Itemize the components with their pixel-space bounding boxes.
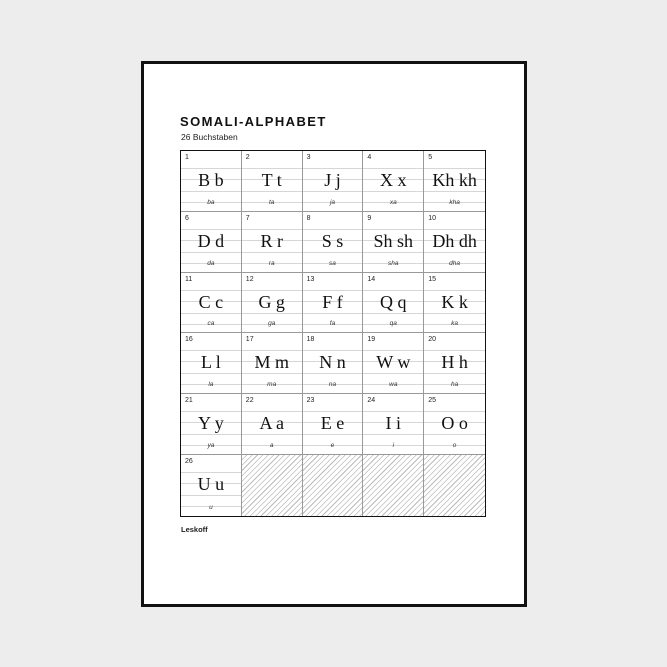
- letter-pronunciation: ba: [207, 198, 215, 206]
- letter-glyph: A a: [259, 413, 284, 434]
- letter-number: 10: [428, 214, 436, 222]
- letter-pronunciation: ja: [329, 198, 336, 206]
- letter-cell: [363, 212, 424, 273]
- letter-number: 3: [306, 154, 311, 161]
- letter-glyph: Y y: [197, 413, 224, 434]
- letter-pronunciation: ga: [268, 320, 276, 328]
- letter-glyph: X x: [380, 170, 407, 190]
- letter-cell: [424, 273, 485, 334]
- letter-cell: [181, 273, 242, 334]
- letter-number: 26: [185, 458, 193, 466]
- poster-subtitle: 26 Buchstaben: [181, 132, 238, 142]
- letter-glyph: C c: [198, 291, 224, 312]
- letter-cell: [181, 333, 242, 394]
- letter-number: 20: [428, 336, 436, 344]
- letter-glyph: M m: [254, 352, 289, 373]
- letter-pronunciation: kha: [449, 198, 460, 206]
- letter-pronunciation: ha: [450, 381, 459, 389]
- letter-number: 22: [245, 397, 254, 405]
- letter-number: 8: [306, 214, 311, 222]
- letter-pronunciation: sha: [388, 259, 399, 267]
- letter-pronunciation: qa: [389, 320, 397, 328]
- empty-hatched-cell: [303, 455, 364, 516]
- letter-number: 25: [428, 397, 436, 405]
- letter-cell: [363, 151, 424, 212]
- letter-number: 18: [306, 336, 315, 344]
- letter-pronunciation: xa: [389, 198, 397, 206]
- letter-cell: [424, 333, 485, 394]
- alphabet-grid: [180, 150, 486, 517]
- letter-number: 24: [367, 397, 376, 405]
- letter-pronunciation: u: [209, 503, 213, 511]
- letter-number: 4: [367, 154, 372, 161]
- letter-cell: [424, 212, 485, 273]
- letter-cell: [181, 151, 242, 212]
- letter-pronunciation: ta: [268, 198, 275, 206]
- empty-hatched-cell: [242, 455, 303, 516]
- letter-number: 13: [306, 275, 315, 283]
- letter-cell: [303, 394, 364, 455]
- letter-pronunciation: a: [269, 442, 274, 450]
- letter-glyph: I i: [385, 413, 402, 434]
- empty-hatched-cell: [363, 455, 424, 516]
- letter-cell: [303, 273, 364, 334]
- letter-cell: [242, 333, 303, 394]
- letter-pronunciation: na: [328, 381, 337, 389]
- letter-number: 21: [185, 397, 193, 405]
- letter-glyph: W w: [376, 352, 411, 373]
- letter-cell: [242, 394, 303, 455]
- letter-pronunciation: e: [330, 442, 335, 450]
- letter-cell: [303, 212, 364, 273]
- letter-glyph: J j: [324, 170, 341, 190]
- letter-number: 6: [185, 214, 189, 222]
- letter-number: 12: [245, 275, 254, 283]
- letter-cell: [363, 273, 424, 334]
- letter-cell: [424, 394, 485, 455]
- letter-number: 23: [306, 397, 315, 405]
- letter-glyph: Kh kh: [432, 170, 477, 190]
- letter-cell: [363, 333, 424, 394]
- letter-glyph: Sh sh: [373, 230, 414, 251]
- letter-pronunciation: o: [452, 442, 457, 450]
- letter-cell: [242, 212, 303, 273]
- empty-hatched-cell: [424, 455, 485, 516]
- letter-glyph: Q q: [380, 291, 407, 312]
- letter-number: 15: [428, 275, 436, 283]
- letter-glyph: L l: [200, 352, 221, 373]
- letter-pronunciation: da: [207, 259, 215, 267]
- letter-cell: [242, 273, 303, 334]
- letter-pronunciation: sa: [329, 259, 336, 267]
- letter-pronunciation: ya: [207, 442, 215, 450]
- letter-number: 14: [367, 275, 376, 283]
- letter-number: 17: [245, 336, 254, 344]
- letter-glyph: S s: [321, 230, 344, 251]
- letter-cell: [363, 394, 424, 455]
- letter-pronunciation: ca: [207, 320, 215, 328]
- letter-number: 2: [245, 154, 250, 161]
- letter-glyph: N n: [319, 352, 346, 373]
- letter-pronunciation: ma: [267, 381, 277, 389]
- letter-pronunciation: ka: [451, 320, 459, 328]
- letter-number: 9: [367, 214, 372, 222]
- letter-pronunciation: i: [392, 442, 395, 450]
- letter-glyph: K k: [441, 291, 468, 312]
- letter-glyph: F f: [322, 291, 343, 312]
- letter-cell: [181, 455, 242, 516]
- letter-number: 19: [367, 336, 376, 344]
- letter-number: 16: [185, 336, 193, 344]
- letter-cell: [303, 151, 364, 212]
- letter-cell: [303, 333, 364, 394]
- letter-pronunciation: dha: [449, 259, 461, 267]
- letter-glyph: O o: [441, 413, 468, 434]
- letter-glyph: Dh dh: [432, 230, 477, 251]
- letter-pronunciation: la: [208, 381, 214, 389]
- letter-number: 1: [185, 154, 189, 161]
- letter-glyph: E e: [320, 413, 345, 434]
- brand-label: Leskoff: [181, 525, 208, 534]
- poster-frame: [141, 61, 527, 607]
- poster-title: SOMALI-ALPHABET: [180, 114, 327, 129]
- letter-number: 5: [428, 154, 433, 161]
- letter-glyph: B b: [198, 170, 224, 190]
- letter-pronunciation: fa: [329, 320, 336, 328]
- letter-glyph: D d: [197, 230, 225, 251]
- letter-glyph: R r: [260, 230, 283, 251]
- letter-glyph: T t: [261, 170, 282, 190]
- letter-cell: [181, 212, 242, 273]
- letter-pronunciation: ra: [268, 259, 275, 267]
- letter-glyph: U u: [197, 474, 225, 495]
- letter-number: 7: [245, 214, 250, 222]
- letter-pronunciation: wa: [389, 381, 398, 389]
- letter-number: 11: [185, 275, 193, 283]
- letter-glyph: H h: [441, 352, 468, 373]
- letter-cell: [242, 151, 303, 212]
- letter-cell: [181, 394, 242, 455]
- letter-cell: [424, 151, 485, 212]
- letter-glyph: G g: [258, 291, 285, 312]
